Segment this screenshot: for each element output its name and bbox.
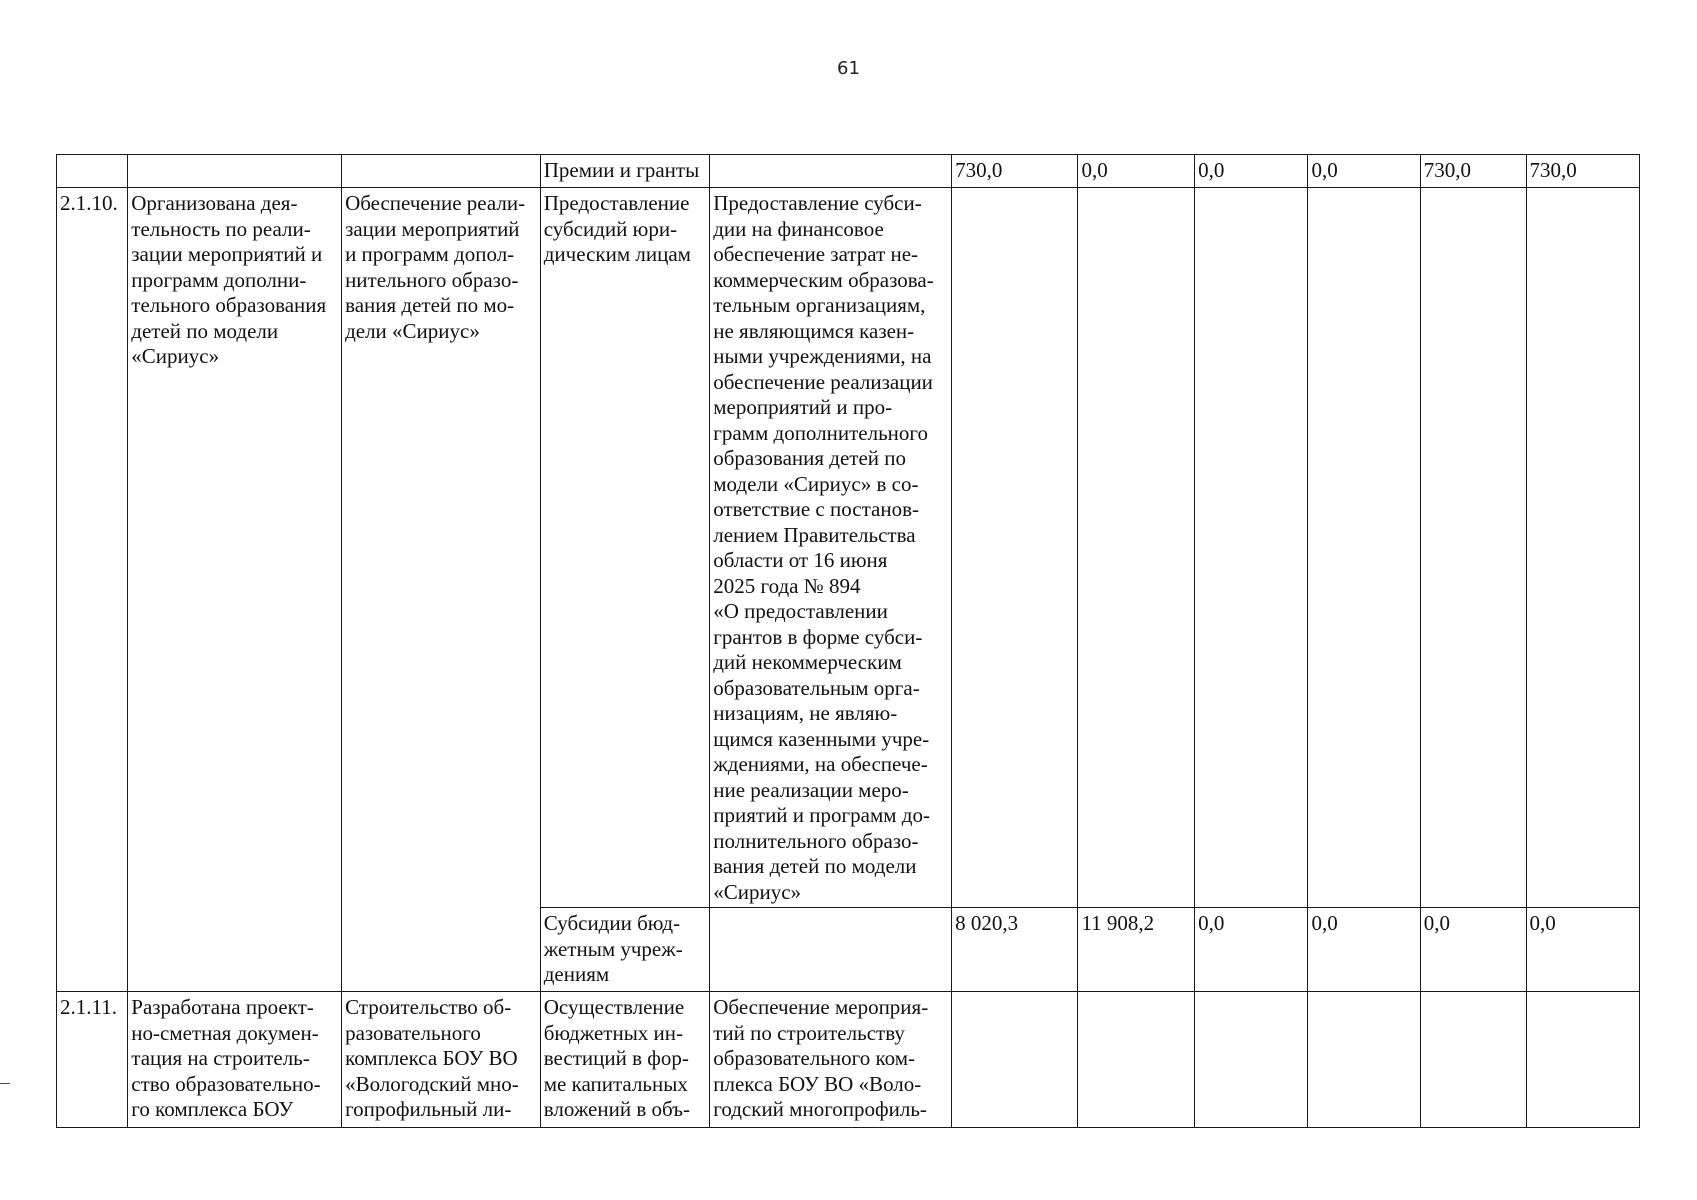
row-number-cell: 2.1.11. <box>57 992 128 1128</box>
value-cell: 730,0 <box>1420 155 1526 188</box>
measure-cell: Обеспечение реали- зации мероприятий и программ допол- нительного образо- вания детей по мо- дели «Сириус» <box>342 188 541 992</box>
value-cell: 11 908,2 <box>1078 908 1195 992</box>
row-number-cell <box>57 155 128 188</box>
budget-table <box>56 154 1640 1128</box>
value-cell <box>1420 992 1526 1128</box>
result-cell <box>128 155 342 188</box>
value-cell: 0,0 <box>1195 155 1308 188</box>
value-cell <box>952 992 1078 1128</box>
scan-edge-mark <box>0 1083 10 1084</box>
table-row <box>57 155 1640 188</box>
value-cell <box>1308 992 1420 1128</box>
table-row <box>57 188 1640 908</box>
value-cell <box>1420 188 1526 908</box>
value-cell: 0,0 <box>1526 908 1639 992</box>
value-cell <box>1195 992 1308 1128</box>
description-cell: Предоставление субси- дии на финансовое обеспечение затрат не- коммерческим образова- тельным организациям, не являющимся казен- ными учреждениями, на обеспечение реализации мероприятий и про- грамм дополнительного образования детей по модели «Сириус» в со- ответствие с постанов- лением Правительства области от 16 июня 2025 года № 894 «О предоставлении грантов в форме субси- дий некоммерческим образовательным орга- низациям, не являю- щимся казенными учре- ждениями, на обеспече- ние реализации меро- приятий и программ до- полнительного образо- вания детей по модели «Сириус» <box>710 188 952 908</box>
expense-type-cell: Предоставление субсидий юри- дическим лицам <box>540 188 710 908</box>
value-cell: 0,0 <box>1308 155 1420 188</box>
expense-type-cell: Осуществление бюджетных ин- вестиций в фор- ме капитальных вложений в объ- <box>540 992 710 1128</box>
description-cell <box>710 155 952 188</box>
value-cell <box>1195 188 1308 908</box>
measure-cell: Строительство об- разовательного комплекса БОУ ВО «Вологодский мно- гопрофильный ли- <box>342 992 541 1128</box>
value-cell: 0,0 <box>1078 155 1195 188</box>
description-cell: Обеспечение мероприя- тий по строительству образовательного ком- плекса БОУ ВО «Воло- годский многопрофиль- <box>710 992 952 1128</box>
expense-type-cell: Премии и гранты <box>540 155 710 188</box>
value-cell: 0,0 <box>1195 908 1308 992</box>
value-cell: 0,0 <box>1308 908 1420 992</box>
value-cell <box>1078 188 1195 908</box>
table-row <box>57 992 1640 1128</box>
value-cell: 0,0 <box>1420 908 1526 992</box>
expense-type-cell: Субсидии бюд- жетным учреж- дениям <box>540 908 710 992</box>
value-cell <box>1078 992 1195 1128</box>
description-cell <box>710 908 952 992</box>
value-cell: 8 020,3 <box>952 908 1078 992</box>
value-cell <box>1308 188 1420 908</box>
row-number-cell: 2.1.10. <box>57 188 128 992</box>
value-cell <box>952 188 1078 908</box>
value-cell: 730,0 <box>1526 155 1639 188</box>
value-cell <box>1526 992 1639 1128</box>
value-cell: 730,0 <box>952 155 1078 188</box>
result-cell: Организована дея- тельность по реали- зации мероприятий и программ дополни- тельного образования детей по модели «Сириус» <box>128 188 342 992</box>
value-cell <box>1526 188 1639 908</box>
result-cell: Разработана проект- но-сметная докумен- тация на строитель- ство образовательно- го комплекса БОУ <box>128 992 342 1128</box>
page-number: 61 <box>837 58 860 79</box>
measure-cell <box>342 155 541 188</box>
